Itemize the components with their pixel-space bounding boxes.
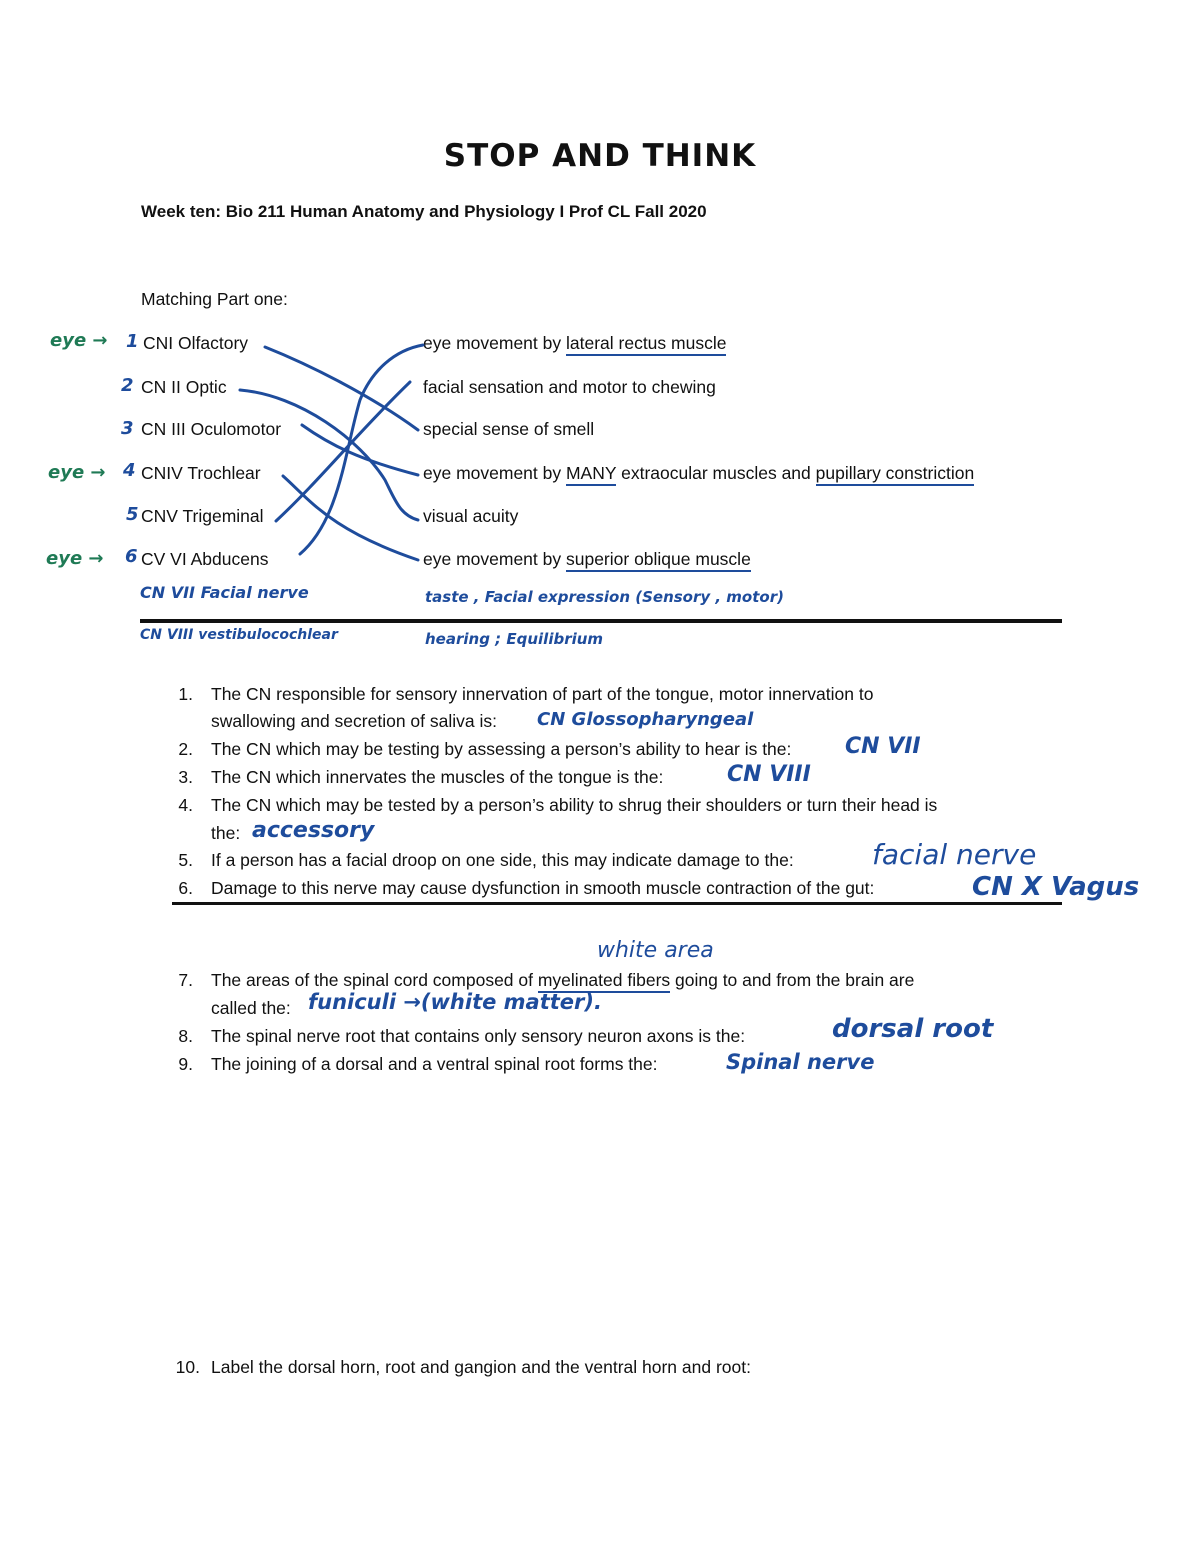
q1-num: 1. — [178, 684, 193, 704]
match-left-abducens: CV VI Abducens — [141, 549, 269, 569]
margin-note-6: eye → — [46, 548, 104, 569]
q7-answer: funiculi →(white matter). — [308, 990, 602, 1014]
q5-text: If a person has a facial droop on one side, this may indicate damage to the: — [211, 850, 794, 870]
q2-answer: CN VII — [845, 734, 921, 759]
q7-text-line2: called the: — [211, 998, 291, 1018]
q4-text-line2: the: — [211, 823, 241, 843]
margin-note-4: eye → — [48, 462, 106, 483]
left-num-3: 3 — [121, 418, 134, 439]
q3-answer: CN VIII — [727, 762, 811, 787]
q3-text: The CN which innervates the muscles of the tongue is the: — [211, 767, 664, 787]
hw-cn8-right: hearing ; Equilibrium — [425, 630, 604, 648]
q5-num: 5. — [178, 850, 193, 870]
left-num-5: 5 — [126, 504, 139, 525]
q10-text: Label the dorsal horn, root and gangion and the ventral horn and root: — [211, 1357, 751, 1377]
q5-answer: facial nerve — [872, 838, 1037, 871]
q7-text: The areas of the spinal cord composed of myelinated fibers going to and from the brain are — [211, 969, 914, 991]
match-right-4: eye movement by MANY extraocular muscles and pupillary constriction — [423, 462, 974, 484]
match-left-optic: CN II Optic — [141, 377, 227, 397]
q7-note-above: white area — [597, 938, 714, 963]
q9-text: The joining of a dorsal and a ventral spinal root forms the: — [211, 1054, 658, 1074]
hw-cn8-left: CN VIII vestibulocochlear — [140, 627, 338, 643]
hw-cn7-right: taste , Facial expression (Sensory , motor) — [425, 588, 784, 606]
q8-text: The spinal nerve root that contains only sensory neuron axons is the: — [211, 1026, 746, 1046]
q1-text: The CN responsible for sensory innervation of part of the tongue, motor innervation to — [211, 684, 874, 704]
q3-num: 3. — [178, 767, 193, 787]
match-right-6: eye movement by superior oblique muscle — [423, 548, 751, 570]
q10-num: 10. — [175, 1357, 200, 1377]
left-num-2: 2 — [121, 375, 134, 396]
match-left-trigeminal: CNV Trigeminal — [141, 506, 264, 526]
q9-num: 9. — [178, 1054, 193, 1074]
left-num-4: 4 — [123, 460, 136, 481]
left-num-1: 1 — [126, 331, 139, 352]
match-right-5: visual acuity — [423, 506, 519, 526]
page-title: STOP AND THINK — [443, 138, 757, 174]
q4-text: The CN which may be tested by a person’s ability to shrug their shoulders or turn their head is — [211, 795, 938, 815]
q6-answer: CN X Vagus — [972, 872, 1140, 902]
line-trigeminal-facial — [276, 382, 410, 521]
divider-2 — [172, 902, 1062, 905]
match-left-oculomotor: CN III Oculomotor — [141, 419, 282, 439]
q1-text-line2: swallowing and secretion of saliva is: — [211, 711, 497, 731]
match-right-3: special sense of smell — [423, 419, 595, 439]
q8-answer: dorsal root — [832, 1014, 994, 1044]
hw-cn7-left: CN VII Facial nerve — [140, 583, 309, 602]
q6-num: 6. — [178, 878, 193, 898]
match-right-2: facial sensation and motor to chewing — [423, 377, 716, 397]
q7-num: 7. — [178, 970, 193, 990]
margin-note-1: eye → — [50, 330, 108, 351]
matching-heading: Matching Part one: — [141, 289, 288, 309]
match-left-trochlear: CNIV Trochlear — [141, 463, 261, 483]
q8-num: 8. — [178, 1026, 193, 1046]
q4-num: 4. — [178, 795, 193, 815]
q2-text: The CN which may be testing by assessing a person’s ability to hear is the: — [211, 739, 792, 759]
left-num-6: 6 — [125, 546, 138, 567]
course-subtitle: Week ten: Bio 211 Human Anatomy and Physiology I Prof CL Fall 2020 — [141, 202, 707, 221]
match-left-olfactory: CNI Olfactory — [143, 333, 249, 353]
divider-1 — [140, 619, 1062, 623]
q6-text: Damage to this nerve may cause dysfunction in smooth muscle contraction of the gut: — [211, 878, 875, 898]
line-trochlear-superior — [283, 476, 418, 560]
line-optic-visual — [240, 390, 418, 520]
q1-answer: CN Glossopharyngeal — [537, 709, 754, 730]
match-right-1: eye movement by lateral rectus muscle — [423, 332, 726, 354]
q2-num: 2. — [178, 739, 193, 759]
q4-answer: accessory — [252, 818, 375, 843]
q9-answer: Spinal nerve — [726, 1050, 875, 1074]
line-olfactory-smell — [265, 347, 418, 430]
